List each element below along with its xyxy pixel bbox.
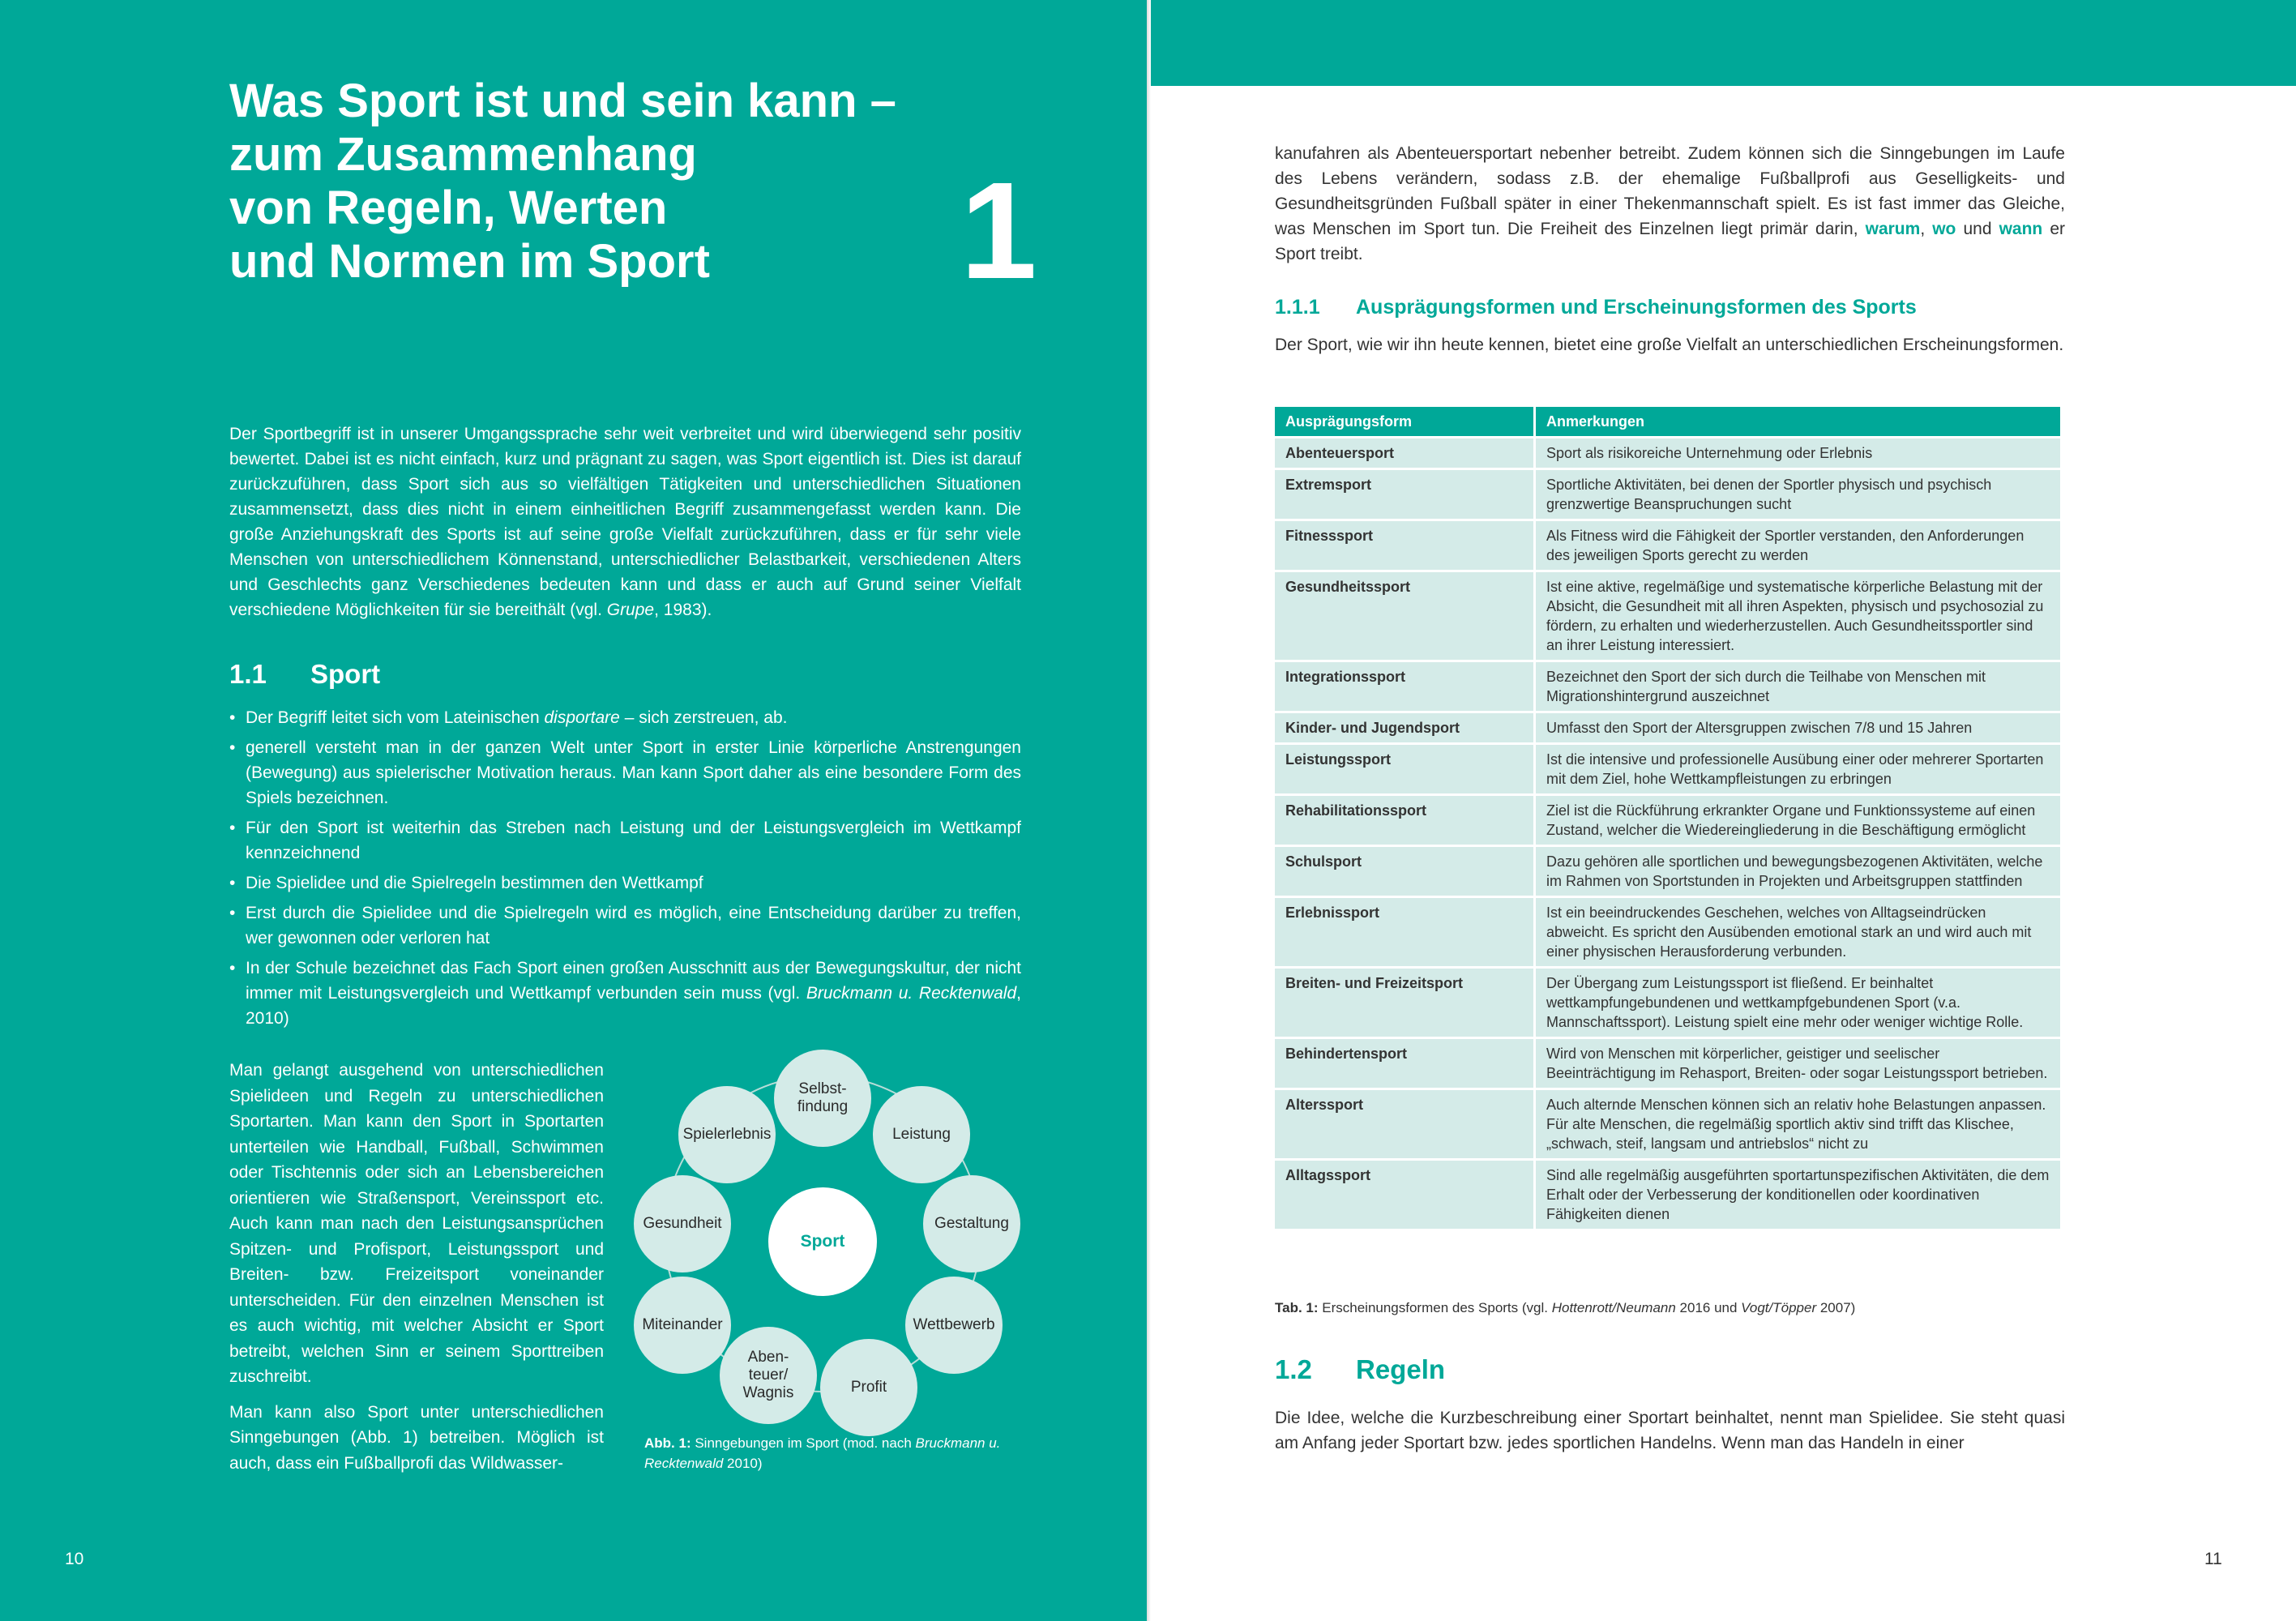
table-row	[1275, 436, 2063, 468]
subsection-title: Ausprägungsformen und Erscheinungsformen des Sports	[1356, 296, 1917, 319]
table-row	[1275, 896, 2063, 966]
table-row	[1275, 660, 2063, 711]
chapter-number: 1	[960, 154, 1037, 308]
table-row	[1275, 570, 2063, 660]
title-line: und Normen im Sport	[229, 235, 710, 288]
node-gestaltung: Gestaltung	[923, 1175, 1020, 1272]
table-row	[1275, 793, 2063, 845]
form-note: Ist ein beeindruckendes Geschehen, welches von Alltagseindrücken abweicht. Es spricht den Ausübenden emotional stark an und wird auch mit einer physischen Herausforderung verbunden.	[1536, 896, 2063, 966]
paragraph-text: kanufahren als Abenteuersportart nebenher betreibt. Zudem können sich die Sinngebungen im Laufe des Lebens verändern, sodass z.B. der ehemalige Fußballprofi aus Geselligkeits- und Gesundheitsgründen Fußball später in einer Thekenmannschaft spielt. Es ist fast immer das Gleiche, was Menschen im Sport tun. Die Freiheit des Einzelnen liegt primär darin,	[1275, 144, 2065, 238]
section-number: 1.1	[229, 659, 267, 689]
form-name: Kinder- und Jugendsport	[1275, 711, 1536, 742]
column-header: Ausprägungsform	[1275, 407, 1536, 436]
node-wettbewerb: Wettbewerb	[905, 1277, 1003, 1374]
form-note: Bezeichnet den Sport der sich durch die Teilhabe von Menschen mit Migrationshintergrund auszeichnet	[1536, 660, 2063, 711]
highlight-wo: wo	[1932, 220, 1956, 238]
table-row	[1275, 1088, 2063, 1158]
table-row	[1275, 966, 2063, 1037]
section-title: Sport	[310, 659, 381, 689]
paragraph-text: und	[1956, 220, 1999, 238]
bullet-item: • generell versteht man in der ganzen Welt unter Sport in erster Linie körperliche Anstrengungen (Bewegung) aus spielerischer Motivation heraus. Man kann Sport daher als eine besondere Form des Spiels bezeichnen.	[229, 735, 1021, 810]
form-name: Fitnesssport	[1275, 519, 1536, 570]
header-band	[1151, 0, 2296, 86]
title-line: von Regeln, Werten	[229, 182, 668, 234]
sport-bullet-list	[229, 705, 1021, 1036]
form-name: Behindertensport	[1275, 1037, 1536, 1088]
caption-emphasis: Hottenrott/Neumann	[1551, 1300, 1676, 1315]
form-name: Leistungssport	[1275, 742, 1536, 793]
form-note: Wird von Menschen mit körperlicher, geistiger und seelischer Beeinträchtigung im Rehasport, Breiten- oder sogar Leistungssport betrieben.	[1536, 1037, 2063, 1088]
sinngebungen-diagram	[624, 1041, 1029, 1431]
column-paragraph: Man gelangt ausgehend von unterschiedlichen Spielideen und Regeln zu unterschiedlichen Sportarten. Man kann den Sport in Sportarten unterteilen wie Handball, Fußball, Schwimmen oder Tischtennis oder sich an Lebensbereichen orientieren wie Straßensport, Vereinssport etc. Auch kann man nach den Leistungsansprüchen Spitzen- und Profisport, Leistungssport und Breiten- bzw. Freizeitsport voneinander unterscheiden. Für den einzelnen Menschen ist es auch wichtig, mit welcher Absicht er Sport betreibt, welchen Sinn er seinem Sporttreiben zuschreibt.	[229, 1061, 604, 1386]
caption-emphasis: Vogt/Töpper	[1741, 1300, 1817, 1315]
form-name: Alterssport	[1275, 1088, 1536, 1158]
caption-label: Abb. 1:	[644, 1435, 691, 1451]
table-row	[1275, 742, 2063, 793]
subsection-heading	[1275, 294, 1917, 320]
form-note: Der Übergang zum Leistungssport ist fließend. Er beinhaltet wettkampfungebundenen und wettkampfgebundenen Sport (v.a. Mannschaftssport). Leistung spielt eine mehr oder weniger wichtige Rolle.	[1536, 966, 2063, 1037]
bullet-item	[229, 705, 1021, 730]
sport-forms-table	[1275, 407, 2063, 1229]
form-name: Integrationssport	[1275, 660, 1536, 711]
node-leistung: Leistung	[873, 1086, 970, 1183]
table-header-row	[1275, 407, 2063, 436]
form-note: Auch alternde Menschen können sich an relativ hohe Belastungen anpassen. Für alte Menschen, die regelmäßig sportlich aktiv sind trifft das Klischee, „schwach, steif, langsam und antriebslos“ nicht zu	[1536, 1088, 2063, 1158]
paragraph-text: ,	[1920, 220, 1933, 238]
intro-citation: Grupe	[606, 601, 655, 619]
node-sport-center: Sport	[768, 1187, 877, 1296]
form-name: Schulsport	[1275, 845, 1536, 896]
table-caption	[1275, 1298, 1855, 1318]
node-abenteuer-wagnis: Aben- teuer/ Wagnis	[720, 1327, 817, 1424]
table-row	[1275, 845, 2063, 896]
form-note: Umfasst den Sport der Altersgruppen zwischen 7/8 und 15 Jahren	[1536, 711, 2063, 742]
bullet-text: , 2010)	[246, 984, 1021, 1028]
form-name: Abenteuersport	[1275, 436, 1536, 468]
caption-text: 2010)	[723, 1456, 763, 1471]
column-header: Anmerkungen	[1536, 407, 2063, 436]
bullet-text: In der Schule bezeichnet das Fach Sport einen großen Ausschnitt aus der Bewegungskultur, der nicht immer mit Leistungsvergleich und Wettkampf verbunden sein muss (vgl.	[246, 959, 1021, 1003]
section-title: Regeln	[1356, 1354, 1446, 1384]
left-page	[0, 0, 1147, 1621]
bullet-emphasis: Bruckmann u. Recktenwald	[806, 984, 1017, 1003]
caption-text: 2007)	[1816, 1300, 1856, 1315]
caption-text: 2016 und	[1675, 1300, 1742, 1315]
node-spielerlebnis: Spielerlebnis	[678, 1086, 776, 1183]
form-name: Erlebnissport	[1275, 896, 1536, 966]
caption-text: Sinngebungen im Sport (mod. nach	[691, 1435, 916, 1451]
intro-text: Der Sportbegriff ist in unserer Umgangssprache sehr weit verbreitet und wird überwiegend sehr positiv bewertet. Dabei ist es nicht einfach, kurz und prägnant zu sagen, was Sport eigentlich ist. Dies ist darauf zurückzuführen, dass Sport sich aus so vielfältigen Tätigkeiten und unterschiedlichen Situationen zusammensetzt, dass dies nicht in einem einheitlichen Begriff zusammengefasst werden kann. Die große Anziehungskraft des Sports ist auf seine große Vielfalt zurückzuführen, dass er für sehr viele Menschen von unterschiedlichem Könnenstand, unterschiedlicher Belastbarkeit, verschiedenen Alters und Geschlechts ganz Verschiedenes bedeuten kann und dass er auch auf Grund seiner Vielfalt verschiedene Möglichkeiten für sie bereithält (vgl.	[229, 425, 1021, 619]
form-name: Breiten- und Freizeitsport	[1275, 966, 1536, 1037]
form-note: Sport als risikoreiche Unternehmung oder Erlebnis	[1536, 436, 2063, 468]
caption-text: Erscheinungsformen des Sports (vgl.	[1318, 1300, 1552, 1315]
continued-paragraph	[1275, 141, 2065, 267]
page-number-left: 10	[65, 1550, 84, 1568]
paragraph-text: er Sport treibt.	[1275, 220, 2065, 263]
figure-caption	[644, 1433, 1025, 1473]
bullet-item: • Für den Sport ist weiterhin das Streben nach Leistung und der Leistungsvergleich im Wettkampf kennzeichnend	[229, 815, 1021, 866]
bullet-item: • Erst durch die Spielidee und die Spielregeln wird es möglich, eine Entscheidung darüber zu treffen, wer gewonnen oder verloren hat	[229, 900, 1021, 951]
form-name: Extremsport	[1275, 468, 1536, 519]
table-row	[1275, 1037, 2063, 1088]
caption-label: Tab. 1:	[1275, 1300, 1319, 1315]
highlight-wann: wann	[1999, 220, 2043, 238]
highlight-warum: warum	[1865, 220, 1921, 238]
node-miteinander: Miteinander	[634, 1277, 731, 1374]
section-number: 1.2	[1275, 1354, 1312, 1384]
section-heading-regeln	[1275, 1354, 1445, 1386]
form-note: Ist die intensive und professionelle Ausübung einer oder mehrerer Sportarten mit dem Ziel, hohe Wettkampfleistungen zu erbringen	[1536, 742, 2063, 793]
form-note: Dazu gehören alle sportlichen und bewegungsbezogenen Aktivitäten, welche im Rahmen von Sportstunden in Projekten und Arbeitsgruppen stattfinden	[1536, 845, 2063, 896]
column-paragraph: Man kann also Sport unter unterschiedlichen Sinngebungen (Abb. 1) betreiben. Möglich ist auch, dass ein Fußballprofi das Wildwasser-	[229, 1402, 604, 1473]
intro-text-end: , 1983).	[654, 601, 712, 619]
subsection-intro: Der Sport, wie wir ihn heute kennen, bietet eine große Vielfalt an unterschiedlichen Erscheinungsformen.	[1275, 336, 2064, 354]
table-row	[1275, 468, 2063, 519]
table-row	[1275, 519, 2063, 570]
form-note: Als Fitness wird die Fähigkeit der Sportler verstanden, den Anforderungen des jeweiligen Sports gerecht zu werden	[1536, 519, 2063, 570]
bullet-emphasis: disportare	[544, 708, 620, 727]
form-name: Gesundheitssport	[1275, 570, 1536, 660]
bullet-text: Der Begriff leitet sich vom Lateinischen	[246, 708, 545, 727]
form-name: Alltagssport	[1275, 1158, 1536, 1229]
regeln-paragraph: Die Idee, welche die Kurzbeschreibung einer Sportart beinhaltet, nennt man Spielidee. Sie steht quasi am Anfang jeder Sportart bzw. jedes sportlichen Handelns. Wenn man das Handeln in einer	[1275, 1409, 2065, 1452]
form-name: Rehabilitationssport	[1275, 793, 1536, 845]
node-selbstfindung: Selbst- findung	[774, 1050, 871, 1147]
form-note: Sind alle regelmäßig ausgeführten sportartunspezifischen Aktivitäten, die dem Erhalt oder der Verbesserung der konditionellen oder koordinativen Fähigkeiten dienen	[1536, 1158, 2063, 1229]
bullet-item	[229, 956, 1021, 1031]
left-column-text	[229, 1058, 604, 1486]
bullet-item: • Die Spielidee und die Spielregeln bestimmen den Wettkampf	[229, 870, 1021, 896]
bullet-text: – sich zerstreuen, ab.	[619, 708, 788, 727]
form-note: Sportliche Aktivitäten, bei denen der Sportler physisch und psychisch grenzwertige Beanspruchungen sucht	[1536, 468, 2063, 519]
section-heading-sport	[229, 658, 380, 691]
page-number-right: 11	[2204, 1550, 2222, 1568]
form-note: Ziel ist die Rückführung erkrankter Organe und Funktionssysteme auf einen Zustand, welcher die Wiedereingliederung in die Beschäftigung ermöglicht	[1536, 793, 2063, 845]
caption-emphasis: Bruckmann u. Recktenwald	[644, 1435, 1001, 1471]
title-line: zum Zusammenhang	[229, 128, 697, 181]
table-row	[1275, 1158, 2063, 1229]
chapter-title	[229, 75, 959, 289]
title-line: Was Sport ist und sein kann –	[229, 75, 896, 127]
node-gesundheit: Gesundheit	[634, 1175, 731, 1272]
intro-paragraph	[229, 421, 1021, 622]
node-profit: Profit	[820, 1339, 917, 1436]
table-row	[1275, 711, 2063, 742]
form-note: Ist eine aktive, regelmäßige und systematische körperliche Belastung mit der Absicht, die Gesundheit mit all ihren Aspekten, physisch und psychosozial zu fördern, zu erhalten und wiederherzustellen. Auch Gesundheitssportler sind an ihrer Leistung interessiert.	[1536, 570, 2063, 660]
right-page	[1151, 0, 2296, 1621]
subsection-number: 1.1.1	[1275, 296, 1320, 319]
